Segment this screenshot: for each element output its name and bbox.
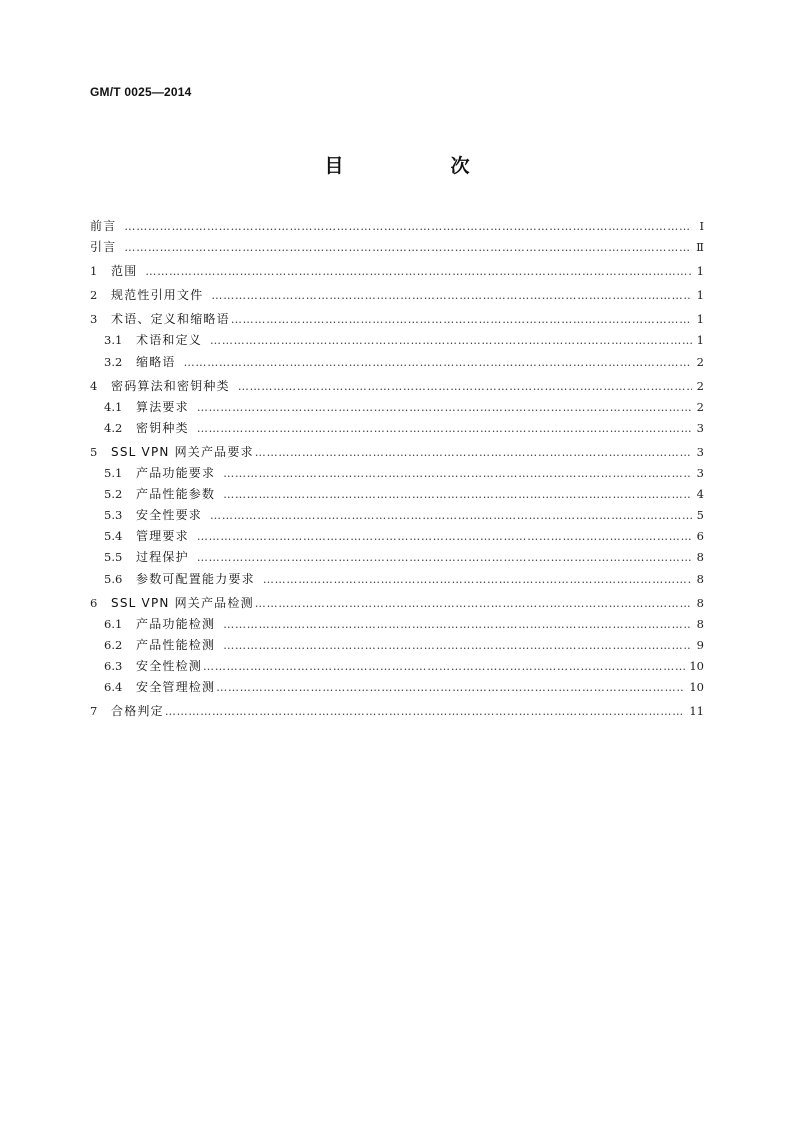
toc-entry[interactable] bbox=[90, 330, 704, 351]
toc-entry-page: 11 bbox=[689, 704, 704, 719]
toc-entry-page: 1 bbox=[696, 264, 704, 279]
toc-leader-dots bbox=[263, 569, 692, 590]
toc-entry-title: 引言 bbox=[90, 240, 117, 255]
toc-entry-page: 1 bbox=[696, 288, 704, 303]
toc-entry-page: 3 bbox=[696, 444, 704, 459]
toc-entry[interactable] bbox=[90, 547, 704, 568]
toc-leader-dots bbox=[203, 656, 685, 677]
toc-entry-title: 术语和定义 bbox=[136, 333, 203, 348]
toc-leader-dots bbox=[223, 614, 692, 635]
toc-entry-number: 5.6 bbox=[104, 571, 123, 586]
toc-entry-number: 4.1 bbox=[104, 399, 123, 414]
toc-entry[interactable] bbox=[90, 418, 704, 439]
toc-entry-title: 算法要求 bbox=[136, 399, 189, 414]
toc-leader-dots bbox=[145, 261, 692, 282]
toc-leader-dots bbox=[223, 484, 692, 505]
toc-entry-page: 9 bbox=[696, 637, 704, 652]
toc-leader-dots bbox=[238, 376, 692, 397]
toc-entry-page: 2 bbox=[696, 354, 704, 369]
toc-leader-dots bbox=[197, 418, 692, 439]
toc-entry-page: 6 bbox=[696, 529, 704, 544]
toc-leader-dots bbox=[223, 463, 692, 484]
toc-entry-title: 规范性引用文件 bbox=[111, 288, 204, 303]
toc-leader-dots bbox=[216, 677, 685, 698]
toc-entry-page: 10 bbox=[689, 658, 704, 673]
toc-entry-number: 6.3 bbox=[104, 658, 123, 673]
toc-entry-title: 参数可配置能力要求 bbox=[136, 571, 255, 586]
toc-entry[interactable] bbox=[90, 442, 704, 463]
toc-entry-number: 6.1 bbox=[104, 616, 123, 631]
toc-entry-title: 范围 bbox=[111, 264, 138, 279]
toc-entry-number: 5.4 bbox=[104, 529, 123, 544]
document-code: GM/T 0025—2014 bbox=[90, 85, 192, 99]
toc-entry[interactable] bbox=[90, 216, 704, 237]
toc-leader-dots bbox=[223, 635, 692, 656]
toc-entry-page: 2 bbox=[696, 378, 704, 393]
toc-entry-page: 8 bbox=[696, 571, 704, 586]
toc-entry-number: 4.2 bbox=[104, 420, 123, 435]
toc-entry-title: 术语、定义和缩略语 bbox=[111, 312, 230, 327]
toc-entry-title: 缩略语 bbox=[136, 354, 176, 369]
toc-entry-page: 2 bbox=[696, 399, 704, 414]
toc-entry-page: 4 bbox=[696, 487, 704, 502]
toc-entry[interactable] bbox=[90, 656, 704, 677]
toc-entry-number: 6.2 bbox=[104, 637, 123, 652]
toc-entry-number: 3.2 bbox=[104, 354, 123, 369]
toc-entry-title: SSL VPN 网关产品要求 bbox=[111, 444, 254, 459]
toc-entry[interactable] bbox=[90, 463, 704, 484]
toc-entry[interactable] bbox=[90, 593, 704, 614]
toc-leader-dots bbox=[165, 701, 686, 722]
toc-entry-number: 2 bbox=[90, 288, 98, 303]
toc-entry[interactable] bbox=[90, 614, 704, 635]
toc-entry-number: 5 bbox=[90, 444, 98, 459]
toc-entry-number: 4 bbox=[90, 378, 98, 393]
toc-entry-title: 管理要求 bbox=[136, 529, 189, 544]
toc-leader-dots bbox=[184, 352, 692, 373]
toc-entry[interactable] bbox=[90, 285, 704, 306]
toc-entry[interactable] bbox=[90, 237, 704, 258]
table-of-contents bbox=[90, 216, 704, 722]
toc-entry[interactable] bbox=[90, 397, 704, 418]
toc-entry-number: 3 bbox=[90, 312, 98, 327]
toc-entry-number: 5.1 bbox=[104, 466, 123, 481]
toc-entry-page: 5 bbox=[696, 508, 704, 523]
toc-entry-page: 1 bbox=[696, 333, 704, 348]
toc-entry-page: Ⅰ bbox=[699, 219, 704, 233]
toc-leader-dots bbox=[124, 216, 692, 237]
toc-leader-dots bbox=[255, 442, 692, 463]
toc-entry-title: 过程保护 bbox=[136, 550, 189, 565]
toc-entry-page: 1 bbox=[696, 312, 704, 327]
toc-entry[interactable] bbox=[90, 677, 704, 698]
toc-entry-number: 6.4 bbox=[104, 679, 123, 694]
toc-leader-dots bbox=[197, 397, 692, 418]
toc-entry-page: 8 bbox=[696, 595, 704, 610]
toc-entry-number: 5.2 bbox=[104, 487, 123, 502]
toc-entry-number: 6 bbox=[90, 595, 98, 610]
toc-entry-title: 安全管理检测 bbox=[136, 679, 216, 694]
toc-entry-title: 产品性能检测 bbox=[136, 637, 216, 652]
toc-entry[interactable] bbox=[90, 309, 704, 330]
toc-entry-title: 产品功能检测 bbox=[136, 616, 216, 631]
toc-entry-page: 8 bbox=[696, 550, 704, 565]
toc-entry[interactable] bbox=[90, 261, 704, 282]
toc-entry-page: 3 bbox=[696, 466, 704, 481]
toc-entry[interactable] bbox=[90, 526, 704, 547]
toc-leader-dots bbox=[210, 330, 692, 351]
toc-entry-number: 1 bbox=[90, 264, 98, 279]
toc-leader-dots bbox=[124, 237, 692, 258]
toc-entry-title: 密码算法和密钥种类 bbox=[111, 378, 230, 393]
toc-entry-title: 产品功能要求 bbox=[136, 466, 216, 481]
toc-leader-dots bbox=[210, 505, 692, 526]
toc-entry-title: 产品性能参数 bbox=[136, 487, 216, 502]
page-title: 目 次 bbox=[324, 155, 514, 177]
toc-entry-title: 合格判定 bbox=[111, 704, 164, 719]
toc-entry[interactable] bbox=[90, 569, 704, 590]
toc-entry-number: 5.5 bbox=[104, 550, 123, 565]
toc-entry-number: 3.1 bbox=[104, 333, 123, 348]
toc-entry-page: 10 bbox=[689, 679, 704, 694]
toc-entry-page: Ⅱ bbox=[696, 240, 704, 255]
toc-entry[interactable] bbox=[90, 635, 704, 656]
toc-entry[interactable] bbox=[90, 505, 704, 526]
toc-leader-dots bbox=[255, 593, 692, 614]
toc-entry-page: 8 bbox=[696, 616, 704, 631]
toc-leader-dots bbox=[197, 526, 692, 547]
toc-leader-dots bbox=[231, 309, 692, 330]
toc-entry[interactable] bbox=[90, 701, 704, 722]
toc-entry-page: 3 bbox=[696, 420, 704, 435]
toc-entry-title: 前言 bbox=[90, 219, 117, 233]
toc-entry[interactable] bbox=[90, 484, 704, 505]
toc-entry-number: 5.3 bbox=[104, 508, 123, 523]
toc-entry[interactable] bbox=[90, 376, 704, 397]
toc-entry-title: 安全性检测 bbox=[136, 658, 203, 673]
toc-entry-title: 安全性要求 bbox=[136, 508, 203, 523]
toc-entry-title: SSL VPN 网关产品检测 bbox=[111, 595, 254, 610]
toc-leader-dots bbox=[211, 285, 692, 306]
toc-entry[interactable] bbox=[90, 352, 704, 373]
toc-leader-dots bbox=[197, 547, 692, 568]
toc-entry-title: 密钥种类 bbox=[136, 420, 189, 435]
toc-entry-number: 7 bbox=[90, 704, 98, 719]
